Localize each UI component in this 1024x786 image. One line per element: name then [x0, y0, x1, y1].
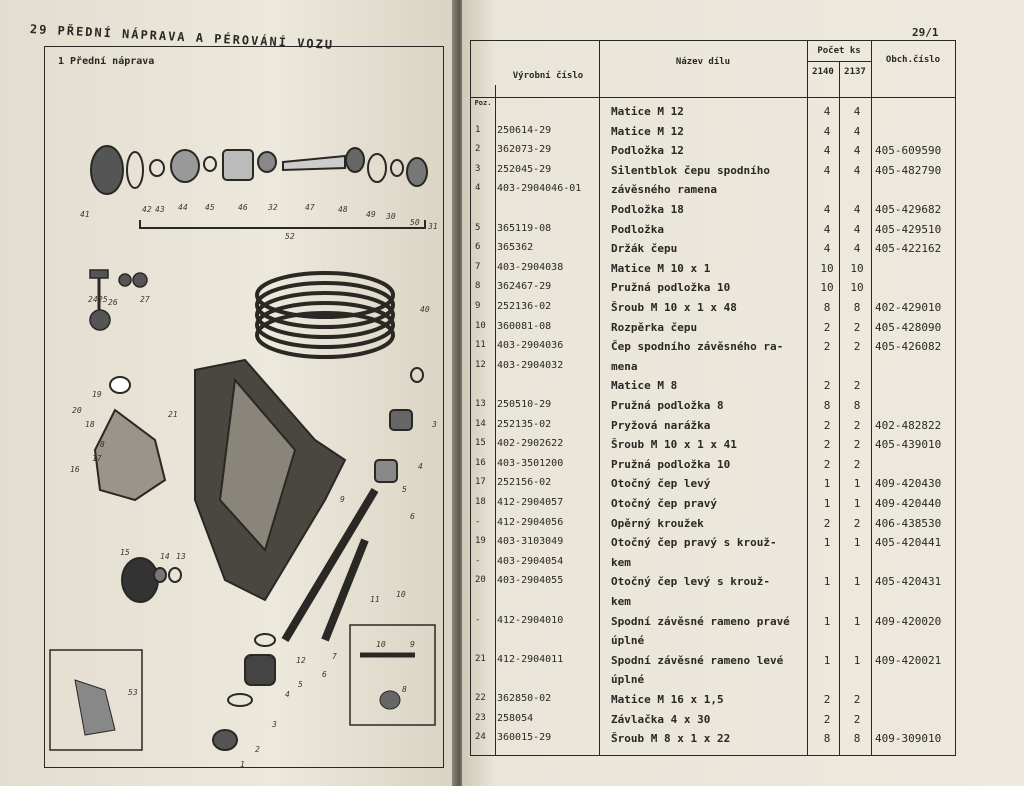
- cell-vyr: 252135-02: [497, 418, 552, 430]
- cell-vyr: 365119-08: [497, 222, 552, 234]
- cell-name: Matice M 16 x 1,5: [611, 693, 724, 706]
- callout-18: 18: [85, 420, 95, 429]
- header-bottom-line: [471, 97, 955, 98]
- col-divider: [495, 85, 496, 755]
- cell-pos: 20: [475, 575, 486, 586]
- cell-pos: 17: [475, 477, 486, 488]
- cell-obch: 405-429510: [875, 222, 942, 236]
- cell-a: 4: [823, 124, 831, 138]
- cell-name: Závlačka 4 x 30: [611, 712, 711, 726]
- cell-vyr: 362850-02: [497, 693, 552, 704]
- cell-vyr: 252136-02: [497, 301, 552, 312]
- cell-vyr: 252045-29: [497, 163, 552, 175]
- cell-name: Otočný čep levý s krouž-: [611, 575, 770, 589]
- cell-b: 4: [853, 222, 861, 236]
- callout-15: 15: [120, 548, 130, 557]
- cell-vyr: 402-2902622: [497, 438, 564, 450]
- cell-pos: -: [475, 555, 481, 566]
- header-pos: Poz.: [474, 99, 492, 107]
- cell-vyr: 403-2904055: [497, 575, 564, 587]
- cell-vyr: 403-2904036: [497, 340, 564, 352]
- callout-3-b: 3: [272, 720, 277, 729]
- cell-obch: 402-429010: [875, 301, 942, 314]
- col-divider: [839, 61, 840, 755]
- callout-14: 14: [160, 552, 170, 561]
- cell-pos: 6: [475, 242, 481, 253]
- cell-obch: 405-482790: [875, 163, 942, 177]
- cell-b: 1: [853, 477, 861, 491]
- cell-obch: 409-420430: [875, 477, 942, 491]
- cell-a: 8: [823, 301, 831, 314]
- cell-name: Opěrný kroužek: [611, 516, 704, 530]
- cell-a: 1: [823, 536, 831, 550]
- callout-8-a: 8: [100, 440, 105, 449]
- header-2140: 2140: [812, 67, 834, 77]
- callout-48: 48: [338, 205, 348, 214]
- cell-obch: 402-482822: [875, 418, 942, 432]
- callout-12: 12: [296, 656, 306, 665]
- cell-name: závěsného ramena: [611, 183, 717, 197]
- cell-name: Pružná podložka 10: [611, 281, 731, 295]
- cell-obch: 405-426082: [875, 340, 942, 354]
- cell-vyr: 252156-02: [497, 477, 552, 489]
- cell-vyr: 362467-29: [497, 281, 552, 293]
- cell-b: 2: [853, 340, 861, 354]
- bushing-stack-bottom: [213, 634, 275, 750]
- cell-name: Čep spodního závěsného ra-: [611, 340, 784, 354]
- cell-obch: 405-420431: [875, 575, 942, 589]
- cell-name: kem: [611, 555, 631, 569]
- cell-vyr: 403-3103049: [497, 536, 564, 548]
- cell-obch: 405-429682: [875, 203, 942, 216]
- cell-name: Podložka 18: [611, 203, 684, 216]
- cell-a: 2: [823, 320, 831, 334]
- cell-vyr: 412-2904010: [497, 614, 564, 626]
- page-number: 29/1: [912, 26, 939, 39]
- header-pocet: Počet ks: [817, 46, 861, 56]
- cell-b: 2: [853, 320, 861, 334]
- cell-a: 4: [823, 163, 831, 177]
- cell-b: 2: [853, 418, 861, 432]
- cell-a: 2: [823, 340, 831, 354]
- cell-obch: 409-420021: [875, 653, 942, 667]
- cell-vyr: 360081-08: [497, 320, 552, 332]
- cell-name: Pružná podložka 8: [611, 399, 724, 412]
- callout-1: 1: [240, 760, 245, 769]
- callout-30: 30: [386, 212, 396, 221]
- cell-name: Podložka: [611, 222, 664, 236]
- callout-52: 52: [285, 232, 295, 241]
- bump-stop: [122, 558, 181, 602]
- cell-name: Spodní závěsné rameno levé: [611, 653, 784, 667]
- header-obch: Obch.číslo: [885, 55, 941, 65]
- cell-a: 2: [823, 438, 831, 452]
- callout-3-a: 3: [432, 420, 437, 429]
- callout-25: 25: [98, 295, 108, 304]
- callout-11: 11: [370, 595, 380, 604]
- cell-b: 8: [853, 732, 861, 746]
- cell-obch: 405-609590: [875, 144, 942, 158]
- cell-vyr: 250510-29: [497, 399, 552, 410]
- cell-name: kem: [611, 595, 631, 608]
- cell-b: 4: [853, 144, 861, 158]
- cell-pos: 8: [475, 281, 481, 292]
- callout-43: 43: [155, 205, 165, 214]
- cell-pos: 3: [475, 163, 481, 174]
- cell-pos: 2: [475, 144, 481, 155]
- cell-a: 2: [823, 457, 831, 471]
- callout-8-b: 8: [402, 685, 407, 694]
- cell-pos: 22: [475, 693, 486, 703]
- cell-b: 2: [853, 712, 861, 726]
- cell-a: 1: [823, 575, 831, 589]
- callout-13: 13: [176, 552, 186, 561]
- cell-a: 4: [823, 242, 831, 256]
- col-divider: [599, 41, 600, 755]
- cell-a: 4: [823, 222, 831, 236]
- cell-pos: 11: [475, 340, 486, 351]
- callout-19: 19: [92, 390, 102, 399]
- cell-vyr: 250614-29: [497, 124, 552, 136]
- section-title: 1 Přední náprava: [58, 56, 155, 67]
- cell-name: Pružná podložka 10: [611, 457, 731, 471]
- callout-32: 32: [268, 203, 278, 212]
- cell-b: 4: [853, 242, 861, 256]
- callout-17: 17: [92, 454, 102, 463]
- cell-b: 1: [853, 614, 861, 628]
- callout-53: 53: [128, 688, 138, 697]
- callout-16: 16: [70, 465, 80, 474]
- callout-26: 26: [108, 298, 118, 307]
- lower-control-arm: [195, 360, 375, 640]
- cell-b: 4: [853, 163, 861, 177]
- cell-a: 2: [823, 516, 831, 530]
- cell-b: 4: [853, 124, 861, 138]
- parts-table: [470, 40, 956, 756]
- cell-b: 2: [853, 457, 861, 471]
- cell-b: 2: [853, 516, 861, 530]
- cell-vyr: 412-2904056: [497, 516, 564, 528]
- hub-parts-row: [91, 146, 427, 228]
- callout-5-a: 5: [402, 485, 407, 494]
- cell-a: 4: [823, 144, 831, 158]
- callout-45: 45: [205, 203, 215, 212]
- callout-9-a: 9: [340, 495, 345, 504]
- callout-9-b: 9: [410, 640, 415, 649]
- cell-a: 1: [823, 477, 831, 491]
- cell-obch: 405-428090: [875, 320, 942, 334]
- cell-pos: 18: [475, 497, 486, 507]
- cell-pos: 15: [475, 438, 486, 449]
- cell-a: 2: [823, 693, 831, 706]
- cell-name: Matice M 8: [611, 379, 678, 393]
- cell-pos: 14: [475, 418, 486, 429]
- cell-b: 1: [853, 653, 861, 667]
- cell-name: Držák čepu: [611, 242, 678, 256]
- cell-b: 4: [853, 203, 861, 216]
- cell-b: 4: [853, 105, 861, 118]
- cell-pos: 23: [475, 712, 486, 723]
- callout-31: 31: [428, 222, 438, 231]
- cell-a: 2: [823, 379, 831, 393]
- cell-pos: 5: [475, 222, 481, 233]
- cell-pos: 4: [475, 183, 481, 194]
- cell-name: Otočný čep levý: [611, 477, 711, 491]
- cell-a: 2: [823, 712, 831, 726]
- callout-24: 24: [88, 295, 98, 304]
- callout-4-b: 4: [285, 690, 290, 699]
- cell-vyr: 403-2904038: [497, 261, 564, 273]
- cell-name: úplné: [611, 634, 645, 648]
- cell-pos: 9: [475, 301, 481, 311]
- callout-44: 44: [178, 203, 188, 212]
- cell-vyr: 412-2904057: [497, 497, 564, 508]
- cell-a: 4: [823, 105, 831, 118]
- header-vyrobni: Výrobní číslo: [512, 71, 584, 81]
- cell-name: Šroub M 10 x 1 x 41: [611, 438, 737, 452]
- cell-a: 4: [823, 203, 831, 216]
- bushing-stack-right: [375, 368, 423, 482]
- header-nazev: Název dílu: [675, 57, 731, 67]
- cell-a: 8: [823, 732, 831, 746]
- cell-pos: 24: [475, 732, 486, 743]
- steering-knuckle: [95, 377, 165, 500]
- cell-pos: 7: [475, 261, 481, 272]
- cell-name: Otočný čep pravý s krouž-: [611, 536, 777, 550]
- pocet-subline: [807, 61, 871, 62]
- cell-pos: 12: [475, 359, 486, 370]
- callout-21: 21: [168, 410, 178, 419]
- cell-obch: 405-420441: [875, 536, 942, 550]
- cell-pos: 10: [475, 320, 486, 331]
- cell-name: Podložka 12: [611, 144, 684, 158]
- callout-50: 50: [410, 218, 420, 227]
- callout-49: 49: [366, 210, 376, 219]
- callout-40: 40: [420, 305, 430, 314]
- cell-name: Rozpěrka čepu: [611, 320, 698, 334]
- callout-5-b: 5: [298, 680, 303, 689]
- cell-b: 1: [853, 575, 861, 589]
- cell-b: 1: [853, 497, 861, 510]
- cell-obch: 409-309010: [875, 732, 942, 746]
- cell-vyr: 403-2904046-01: [497, 183, 582, 195]
- callout-2: 2: [255, 745, 260, 754]
- callout-6-a: 6: [410, 512, 415, 521]
- callout-41: 41: [80, 210, 90, 219]
- callout-47: 47: [305, 203, 315, 212]
- callout-42: 42: [142, 205, 152, 214]
- cell-vyr: 362073-29: [497, 144, 552, 156]
- callout-7: 7: [332, 652, 337, 661]
- cell-name: Šroub M 10 x 1 x 48: [611, 301, 737, 314]
- cell-a: 10: [820, 261, 834, 275]
- cell-pos: -: [475, 614, 481, 625]
- cell-vyr: 403-2904032: [497, 359, 564, 371]
- cell-a: 1: [823, 497, 831, 510]
- cell-obch: 405-439010: [875, 438, 942, 452]
- callout-10-a: 10: [396, 590, 406, 599]
- header-2137: 2137: [844, 67, 866, 77]
- cell-pos: 13: [475, 399, 486, 409]
- cell-pos: 16: [475, 457, 486, 468]
- coil-spring: [257, 273, 393, 357]
- cell-pos: -: [475, 516, 481, 527]
- callout-46: 46: [238, 203, 248, 212]
- cell-name: Matice M 12: [611, 105, 684, 118]
- cell-a: 2: [823, 418, 831, 432]
- cell-vyr: 412-2904011: [497, 653, 564, 665]
- cell-vyr: 258054: [497, 712, 534, 724]
- cell-a: 8: [823, 399, 831, 412]
- cell-obch: 409-420440: [875, 497, 942, 510]
- cell-name: mena: [611, 359, 638, 373]
- col-divider: [807, 41, 808, 755]
- cell-pos: 1: [475, 124, 481, 135]
- callout-27: 27: [140, 295, 150, 304]
- cell-name: Spodní závěsné rameno pravé: [611, 614, 790, 628]
- cell-b: 10: [850, 281, 864, 295]
- cell-name: Silentblok čepu spodního: [611, 163, 770, 177]
- cell-pos: 21: [475, 653, 486, 664]
- callout-10-b: 10: [376, 640, 386, 649]
- cell-name: úplné: [611, 673, 645, 687]
- exploded-view-drawing: [45, 80, 440, 760]
- left-page-header: 29 PŘEDNÍ NÁPRAVA A PÉROVÁNÍ VOZU: [29, 22, 335, 52]
- cell-vyr: 365362: [497, 242, 534, 254]
- cell-pos: 19: [475, 536, 486, 547]
- cell-name: Matice M 12: [611, 124, 684, 138]
- cell-obch: 406-438530: [875, 516, 942, 530]
- cell-b: 10: [850, 261, 864, 275]
- cell-b: 1: [853, 536, 861, 550]
- cell-obch: 409-420020: [875, 614, 942, 628]
- left-page: [0, 0, 458, 786]
- cell-name: Matice M 10 x 1: [611, 261, 711, 275]
- cell-name: Otočný čep pravý: [611, 497, 717, 510]
- callout-20: 20: [72, 406, 82, 415]
- cell-name: Šroub M 8 x 1 x 22: [611, 732, 731, 746]
- cell-b: 8: [853, 301, 861, 314]
- cell-a: 1: [823, 653, 831, 667]
- cell-b: 2: [853, 438, 861, 452]
- cell-vyr: 403-2904054: [497, 555, 564, 567]
- callout-4-a: 4: [418, 462, 423, 471]
- cell-name: Pryžová narážka: [611, 418, 711, 432]
- callout-6-b: 6: [322, 670, 327, 679]
- cell-obch: 405-422162: [875, 242, 942, 256]
- cell-b: 2: [853, 379, 861, 393]
- col-divider: [871, 41, 872, 755]
- cell-b: 8: [853, 399, 861, 412]
- cell-a: 1: [823, 614, 831, 628]
- cell-b: 2: [853, 693, 861, 706]
- cell-vyr: 360015-29: [497, 732, 552, 744]
- cell-a: 10: [820, 281, 834, 295]
- cell-vyr: 403-3501200: [497, 457, 564, 469]
- inset-bolt-box: [350, 625, 435, 725]
